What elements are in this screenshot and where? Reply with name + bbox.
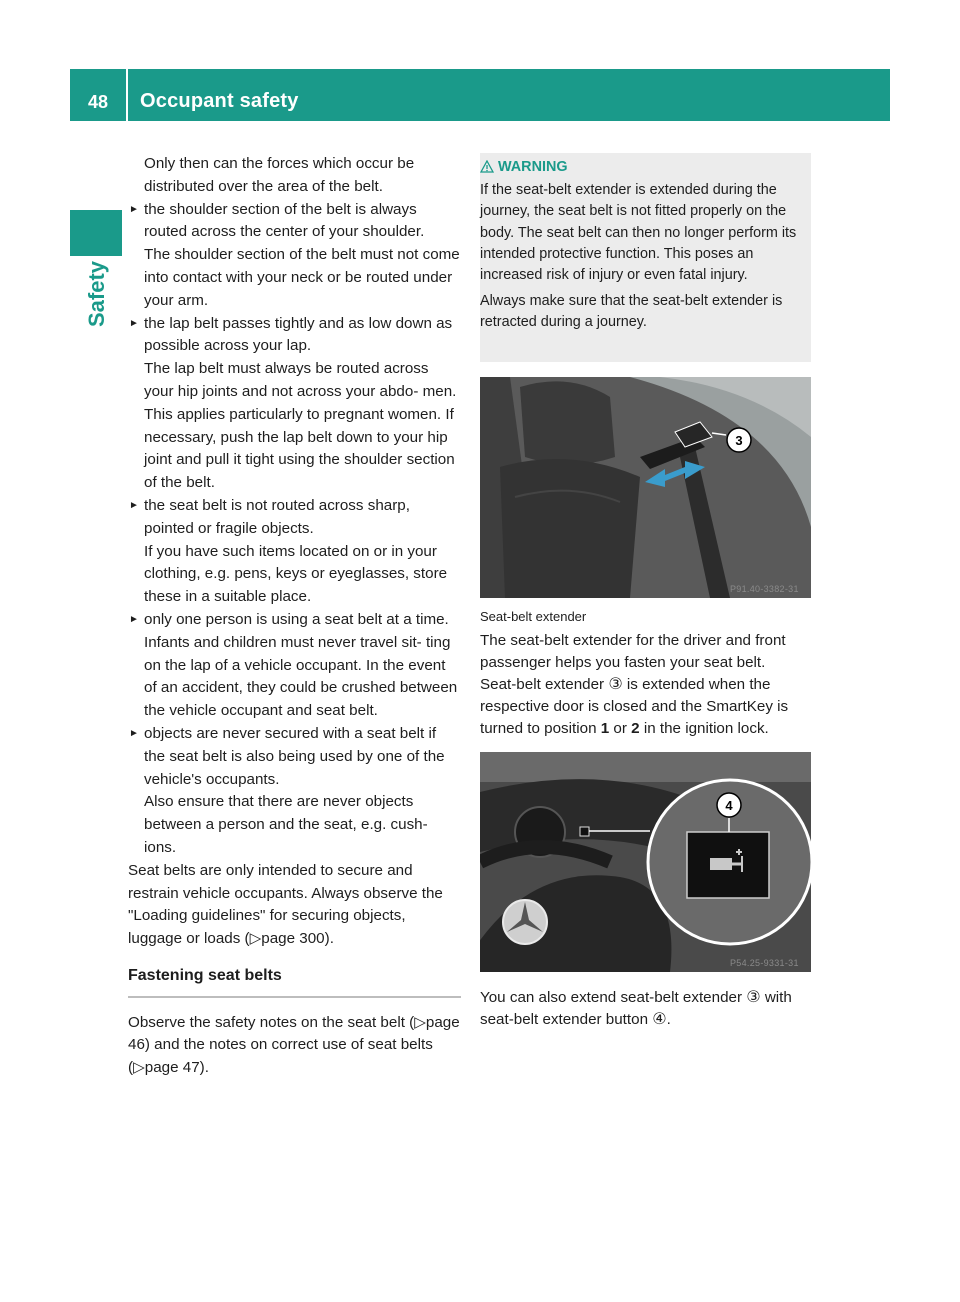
section-tab-label: Safety xyxy=(84,260,109,328)
page-ref-link[interactable]: page 47 xyxy=(144,1059,200,1077)
figure-callout-label: 4 xyxy=(725,798,733,813)
section-tab xyxy=(69,244,125,344)
position-value: 1 xyxy=(600,720,610,737)
list-item xyxy=(128,199,461,313)
bullet-icon: ► xyxy=(129,613,139,625)
paragraph-text: with seat-belt extender button xyxy=(480,989,792,1028)
warning-box xyxy=(480,153,811,362)
list-item xyxy=(128,313,461,495)
bullet-subtext: If you have such items located on or in your clothing, e.g. pens, keys or eyeglasses, store these in a suitable place. xyxy=(144,542,448,606)
page-ref-arrow-icon: ▷ xyxy=(249,930,262,948)
bullet-text: the lap belt passes tightly and as low down as possible across your lap. xyxy=(144,314,453,355)
bullet-icon: ► xyxy=(129,499,139,511)
extender-button-figure xyxy=(480,752,811,972)
safety-note-paragraph xyxy=(128,1012,461,1080)
page-number: 48 xyxy=(87,92,109,112)
right-column-text-bottom xyxy=(480,987,813,1031)
position-value: 2 xyxy=(631,720,640,737)
right-column-text xyxy=(480,608,813,740)
bullet-subtext: Infants and children must never travel sit- ting on the lap of a vehicle occupant. In the event of an accident, they could be crushed between the vehicle occupant and seat belt. xyxy=(144,633,458,720)
callout-ref: ③ xyxy=(608,676,623,693)
safety-note-text: ). xyxy=(199,1059,209,1077)
paragraph-text: You can also extend seat-belt extender xyxy=(480,989,747,1006)
list-item xyxy=(128,723,461,860)
seat-belt-extender-figure xyxy=(480,377,811,598)
paragraph-text: or xyxy=(609,720,632,737)
paragraph-text: . xyxy=(666,1011,671,1028)
warning-text: If the seat-belt extender is extended during the journey, the seat belt is not fitted properly on the body. The seat belt can then no longer perform its intended protective function. This poses an increased risk of injury or even fatal injury. xyxy=(480,182,797,284)
warning-triangle-icon xyxy=(480,160,494,173)
paragraph-text: in the ignition lock. xyxy=(639,720,769,737)
callout-ref: ③ xyxy=(746,989,761,1006)
intro-text: Only then can the forces which occur be distributed over the area of the belt. xyxy=(144,155,415,195)
warning-title: WARNING xyxy=(498,159,568,175)
bullet-text: the seat belt is not routed across sharp, pointed or fragile objects. xyxy=(144,496,410,537)
page-title: Occupant safety xyxy=(140,90,299,112)
header-divider xyxy=(126,69,128,121)
list-item xyxy=(128,495,461,609)
bullet-icon: ► xyxy=(129,203,139,215)
bullet-subtext: The lap belt must always be routed across your hip joints and not across your abdo- men. This applies particularly to pregnant women. If necessary, push the lap belt down to your hip joint and pull it tight using the shoulder section of the belt. xyxy=(144,360,457,492)
paragraph: The seat-belt extender for the driver and front passenger helps you fasten your seat belt. xyxy=(480,632,786,671)
bullet-subtext: Also ensure that there are never objects between a person and the seat, e.g. cush- ions. xyxy=(144,793,428,856)
callout-ref: ④ xyxy=(652,1011,667,1028)
page-ref-arrow-icon: ▷ xyxy=(414,1013,426,1031)
list-item xyxy=(128,609,461,723)
paragraph xyxy=(480,987,813,1031)
section-heading: Fastening seat belts xyxy=(128,965,461,998)
closing-text-end: ). xyxy=(324,930,334,948)
warning-header xyxy=(480,157,803,178)
left-column xyxy=(128,153,461,1080)
figure-code: P91.40-3382-31 xyxy=(730,584,799,594)
seat-illustration xyxy=(480,377,811,598)
closing-text: Seat belts are only intended to secure and restrain vehicle occupants. Always observe the "Loading guidelines" for securing objects, luggage or loads ( xyxy=(128,861,443,948)
bullet-text: the shoulder section of the belt is always routed across the center of your shoulder. xyxy=(144,200,425,241)
page-ref-link[interactable]: page 46 xyxy=(128,1013,460,1054)
bullet-text: only one person is using a seat belt at a time. xyxy=(144,610,449,628)
figure-code: P54.25-9331-31 xyxy=(730,958,799,968)
closing-paragraph xyxy=(128,860,461,951)
safety-note-text: ) and the notes on correct use of seat belts ( xyxy=(128,1036,433,1077)
bullet-icon: ► xyxy=(129,727,139,739)
bullet-text: objects are never secured with a seat belt if the seat belt is also being used by one of the vehicle's occupants. xyxy=(144,724,445,788)
dashboard-illustration xyxy=(480,752,811,972)
warning-text: Always make sure that the seat-belt extender is retracted during a journey. xyxy=(480,293,783,331)
paragraph xyxy=(480,674,813,740)
paragraph-text: is extended when the respective door is closed and the SmartKey is turned to position xyxy=(480,676,789,737)
paragraph-text: Seat-belt extender xyxy=(480,676,609,693)
figure-caption: Seat-belt extender xyxy=(480,609,587,624)
safety-note-text: Observe the safety notes on the seat belt ( xyxy=(128,1013,415,1031)
figure-callout-label: 3 xyxy=(735,433,743,448)
bullet-subtext: The shoulder section of the belt must not come into contact with your neck or be routed under your arm. xyxy=(144,246,460,309)
page-ref-link[interactable]: page 300 xyxy=(261,930,325,948)
page-ref-arrow-icon: ▷ xyxy=(133,1059,145,1077)
bullet-icon: ► xyxy=(129,317,139,329)
